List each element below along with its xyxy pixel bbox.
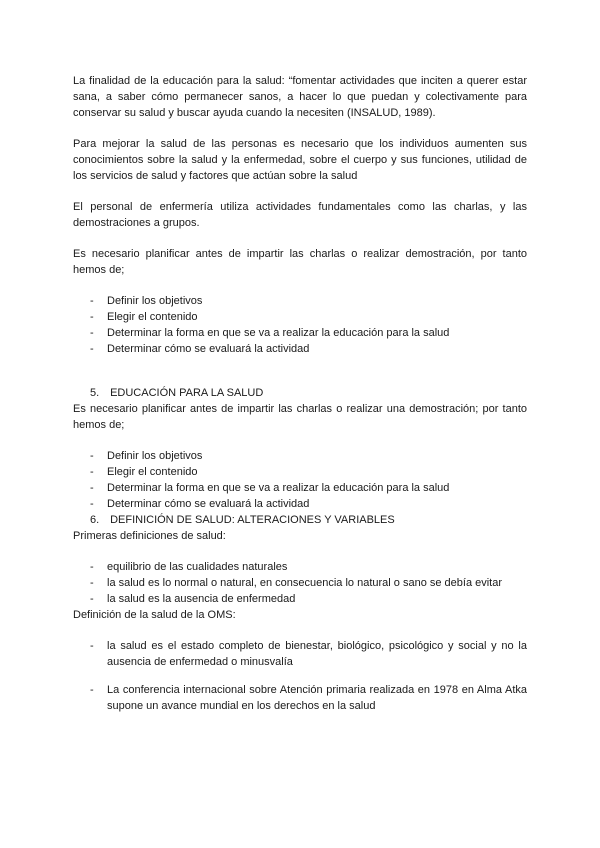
section-title: DEFINICIÓN DE SALUD: ALTERACIONES Y VARIABLES	[110, 514, 395, 526]
section-number: 5.	[90, 387, 100, 399]
section-number: 6.	[90, 514, 100, 526]
section-title: EDUCACIÓN PARA LA SALUD	[110, 387, 264, 399]
paragraph-improve-health: Para mejorar la salud de las personas es necesario que los individuos aumenten sus conocimientos sobre la salud y la enfermedad, sobre el cuerpo y sus funciones, utilidad de los servicios de salud y factores que actúan sobre la salud	[73, 138, 527, 182]
list-item: - la salud es el estado completo de bienestar, biológico, psicológico y social y no la ausencia de enfermedad o minusvalía	[73, 638, 527, 670]
paragraph-purpose: La finalidad de la educación para la salud: “fomentar actividades que inciten a querer estar sana, a saber cómo permanecer sanos, a hacer lo que puedan y colectivamente para conservar su salud y buscar ayuda cuando la necesiten (INSALUD, 1989).	[73, 75, 527, 119]
planning-list-2	[73, 448, 527, 512]
paragraph-planning-intro: Es necesario planificar antes de impartir las charlas o realizar demostración, por tanto hemos de;	[73, 248, 527, 276]
paragraph-first-definitions: Primeras definiciones de salud:	[73, 530, 226, 542]
definitions-list	[73, 559, 527, 607]
document-page	[73, 73, 527, 714]
list-item: - Determinar cómo se evaluará la actividad	[73, 496, 527, 512]
list-item: - Definir los objetivos	[73, 293, 527, 309]
list-item: - La conferencia internacional sobre Atención primaria realizada en 1978 en Alma Atka supone un avance mundial en los derechos en la salud	[73, 682, 527, 714]
list-item: - equilibrio de las cualidades naturales	[73, 559, 527, 575]
section-6-heading	[73, 512, 527, 528]
list-item: - Determinar la forma en que se va a realizar la educación para la salud	[73, 480, 527, 496]
list-item: - Elegir el contenido	[73, 309, 527, 325]
list-item: - Definir los objetivos	[73, 448, 527, 464]
oms-list	[73, 638, 527, 714]
list-item: - Elegir el contenido	[73, 464, 527, 480]
paragraph-nursing-activities: El personal de enfermería utiliza actividades fundamentales como las charlas, y las demostraciones a grupos.	[73, 201, 527, 229]
paragraph-planning-repeat: Es necesario planificar antes de impartir las charlas o realizar una demostración; por tanto hemos de;	[73, 403, 527, 431]
list-item: - Determinar la forma en que se va a realizar la educación para la salud	[73, 325, 527, 341]
list-item: - Determinar cómo se evaluará la actividad	[73, 341, 527, 357]
paragraph-oms-definition: Definición de la salud de la OMS:	[73, 609, 236, 621]
list-item: - la salud es la ausencia de enfermedad	[73, 591, 527, 607]
section-5-heading	[73, 385, 527, 401]
list-item: - la salud es lo normal o natural, en consecuencia lo natural o sano se debía evitar	[73, 575, 527, 591]
planning-list-1	[73, 293, 527, 357]
